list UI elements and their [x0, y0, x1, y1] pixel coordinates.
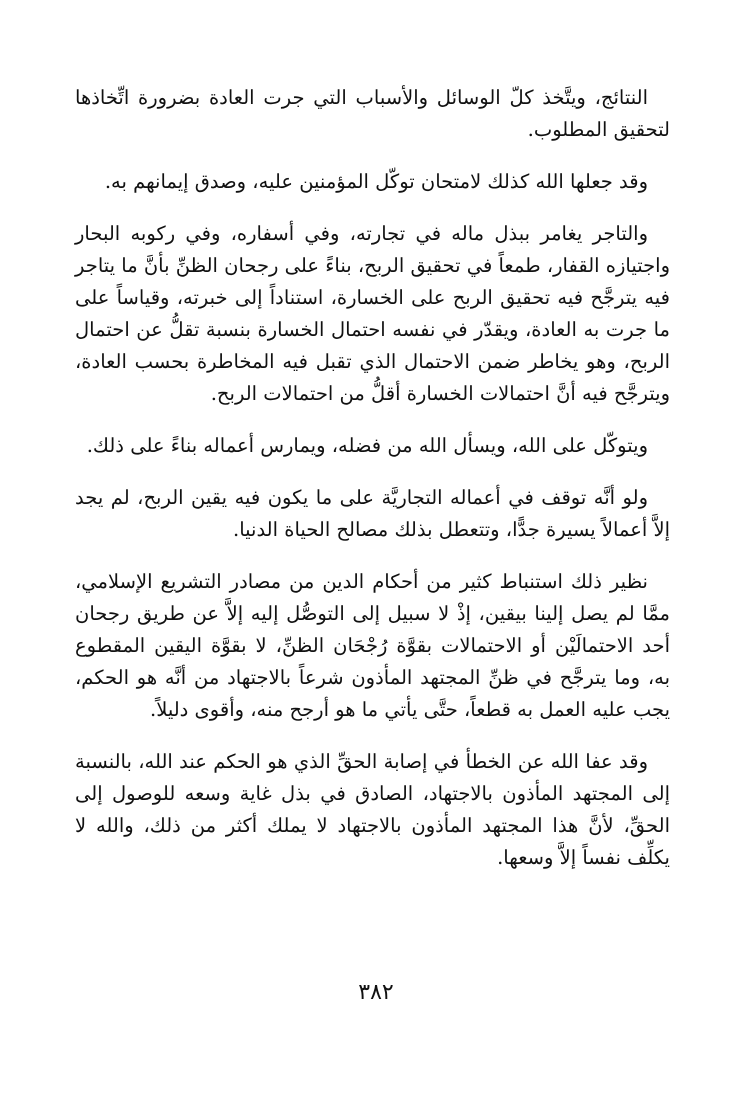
- paragraph-7: وقد عفا الله عن الخطأ في إصابة الحقِّ الذي هو الحكم عند الله، بالنسبة إلى المجتهد المأذون بالاجتهاد، الصادق في بذل غاية وسعه للوصول إلى الحقِّ، لأنَّ هذا المجتهد المأذون بالاجتهاد لا يملك أكثر من ذلك، والله لا يكلِّف نفساً إلاَّ وسعها.: [75, 750, 670, 869]
- paragraph-5: ولو أنَّه توقف في أعماله التجاريَّة على ما يكون فيه يقين الربح، لم يجد إلاَّ أعمالاً يسيرة جدًّا، وتتعطل بذلك مصالح الحياة الدنيا.: [75, 486, 670, 541]
- paragraph-3: والتاجر يغامر ببذل ماله في تجارته، وفي أسفاره، وفي ركوبه البحار واجتيازه القفار، طمعاً في تحقيق الربح، بناءً على رجحان الظنِّ بأنَّ ما يتاجر فيه يترجَّح فيه تحقيق الربح على الخسارة، استناداً إلى خبرته، وقياساً على ما جرت به العادة، ويقدّر في نفسه احتمال الخسارة بنسبة تقلُّ عن احتمال الربح، وهو يخاطر ضمن الاحتمال الذي تقبل فيه المخاطرة بحسب العادة، ويترجَّح فيه أنَّ احتمالات الخسارة أقلُّ من احتمالات الربح.: [75, 222, 670, 405]
- paragraph-1: النتائج، ويتَّخذ كلّ الوسائل والأسباب التي جرت العادة بضرورة اتِّخاذها لتحقيق المطلوب.: [75, 86, 670, 141]
- page-body: [75, 82, 670, 894]
- paragraph-2: وقد جعلها الله كذلك لامتحان توكّل المؤمنين عليه، وصدق إيمانهم به.: [104, 170, 648, 193]
- page-number: ٣٨٢: [358, 980, 394, 1005]
- paragraph-4: ويتوكّل على الله، ويسأل الله من فضله، ويمارس أعماله بناءً على ذلك.: [86, 434, 648, 457]
- paragraph-6: نظير ذلك استنباط كثير من أحكام الدين من مصادر التشريع الإسلامي، ممَّا لم يصل إلينا بيقين، إذْ لا سبيل إلى التوصُّل إليه إلاَّ عن طريق رجحان أحد الاحتمالَيْن أو الاحتمالات بقوَّة رُجْحَان الظنِّ، لا بقوَّة اليقين المقطوع به، وما يترجَّح في ظنِّ المجتهد المأذون شرعاً بالاجتهاد من أنَّه هو الحكم، يجب عليه العمل به قطعاً، حتَّى يأتي ما هو أرجح منه، وأقوى دليلاً.: [75, 570, 670, 721]
